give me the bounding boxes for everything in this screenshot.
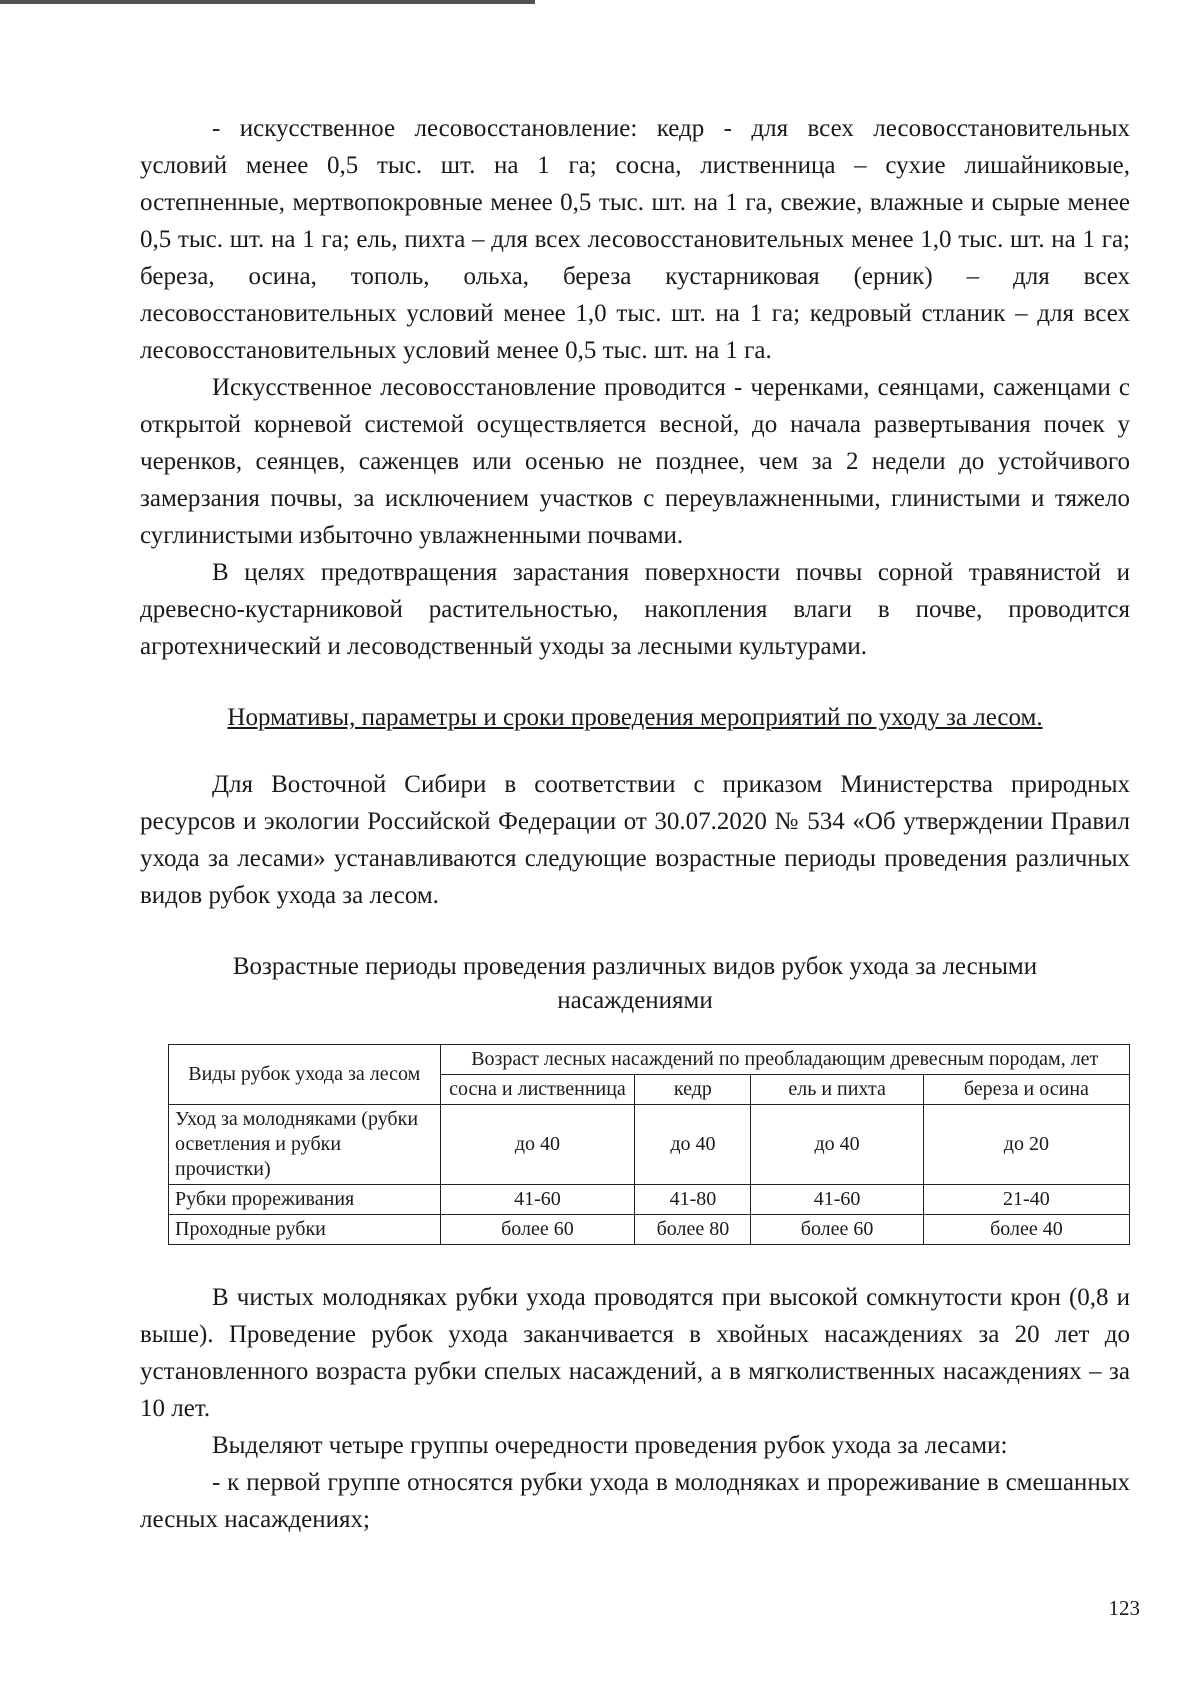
table-row — [169, 1105, 1130, 1185]
table-row-label: Проходные рубки — [169, 1215, 441, 1245]
table-header-age: Возраст лесных насаждений по преобладающим древесным породам, лет — [440, 1045, 1130, 1075]
table-cell: более 40 — [923, 1215, 1129, 1245]
document-page — [140, 110, 1130, 1538]
table-cell: до 40 — [440, 1105, 635, 1185]
paragraph-groups: Выделяют четыре группы очередности проведения рубок ухода за лесами: — [212, 1432, 1008, 1459]
paragraph-first-group: - к первой группе относятся рубки ухода в молодняках и прореживание в смешанных лесных насаждениях; — [140, 1469, 1130, 1533]
scan-artifact-line — [0, 0, 535, 4]
table-cell: 41-60 — [440, 1185, 635, 1215]
table-cell: 41-80 — [635, 1185, 751, 1215]
table-cell: более 60 — [440, 1215, 635, 1245]
paragraph-artificial-reforestation: - искусственное лесовосстановление: кедр - для всех лесовосстановительных условий менее 0,5 тыс. шт. на 1 га; сосна, лиственница – сухие лишайниковые, остепненные, мертвопокровные менее 0,5 тыс. шт. на 1 га, свежие, влажные и сырые менее 0,5 тыс. шт. на 1 га; ель, пихта – для всех лесовосстановительных менее 1,0 тыс. шт. на 1 га; береза, осина, тополь, ольха, береза кустарниковая (ерник) – для всех лесовосстановительных условий менее 1,0 тыс. шт. на 1 га; кедровый стланик – для всех лесовосстановительных условий менее 0,5 тыс. шт. на 1 га. — [140, 115, 1130, 364]
paragraph-crop-care: В целях предотвращения зарастания поверхности почвы сорной травянистой и древесно-кустарниковой растительностью, накопления влаги в почве, проводится агротехнический и лесоводственный уходы за лесными культурами. — [140, 559, 1130, 660]
table-header-species: сосна и лиственница — [440, 1075, 635, 1105]
table-cell: до 40 — [751, 1105, 923, 1185]
table-row — [169, 1215, 1130, 1245]
paragraph-regulation: Для Восточной Сибири в соответствии с приказом Министерства природных ресурсов и экологии Российской Федерации от 30.07.2020 № 534 «Об утверждении Правил ухода за лесами» устанавливаются следующие возрастные периоды проведения различных видов рубок ухода за лесом. — [140, 771, 1130, 909]
table-row-label: Уход за молодняками (рубки осветления и рубки прочистки) — [169, 1105, 441, 1185]
thinning-age-table — [168, 1044, 1130, 1245]
table-header-species: береза и осина — [923, 1075, 1129, 1105]
paragraph-canopy: В чистых молодняках рубки ухода проводятся при высокой сомкнутости крон (0,8 и выше). Проведение рубок ухода заканчивается в хвойных насаждениях за 20 лет до установленного возраста рубки спелых насаждений, а в мягколиственных насаждениях – за 10 лет. — [140, 1284, 1130, 1422]
paragraph-planting-methods: Искусственное лесовосстановление проводится - черенками, сеянцами, саженцами с открытой корневой системой осуществляется весной, до начала развертывания почек у черенков, сеянцев, саженцев или осенью не позднее, чем за 2 недели до устойчивого замерзания почвы, за исключением участков с переувлажненными, глинистыми и тяжело суглинистыми избыточно увлажненными почвами. — [140, 374, 1130, 549]
table-cell: 21-40 — [923, 1185, 1129, 1215]
table-cell: более 60 — [751, 1215, 923, 1245]
page-number: 123 — [1108, 1596, 1140, 1620]
table-row-label: Рубки прореживания — [169, 1185, 441, 1215]
table-cell: более 80 — [635, 1215, 751, 1245]
section-heading: Нормативы, параметры и сроки проведения мероприятий по уходу за лесом. — [227, 704, 1043, 731]
table-row — [169, 1185, 1130, 1215]
table-cell: до 40 — [635, 1105, 751, 1185]
table-header-species: ель и пихта — [751, 1075, 923, 1105]
table-caption — [140, 950, 1130, 1018]
table-header-species: кедр — [635, 1075, 751, 1105]
table-caption-line1: Возрастные периоды проведения различных видов рубок ухода за лесными — [232, 953, 1038, 980]
table-caption-line2: насаждениями — [557, 987, 713, 1014]
table-header-type: Виды рубок ухода за лесом — [169, 1045, 441, 1105]
table-cell: до 20 — [923, 1105, 1129, 1185]
table-cell: 41-60 — [751, 1185, 923, 1215]
